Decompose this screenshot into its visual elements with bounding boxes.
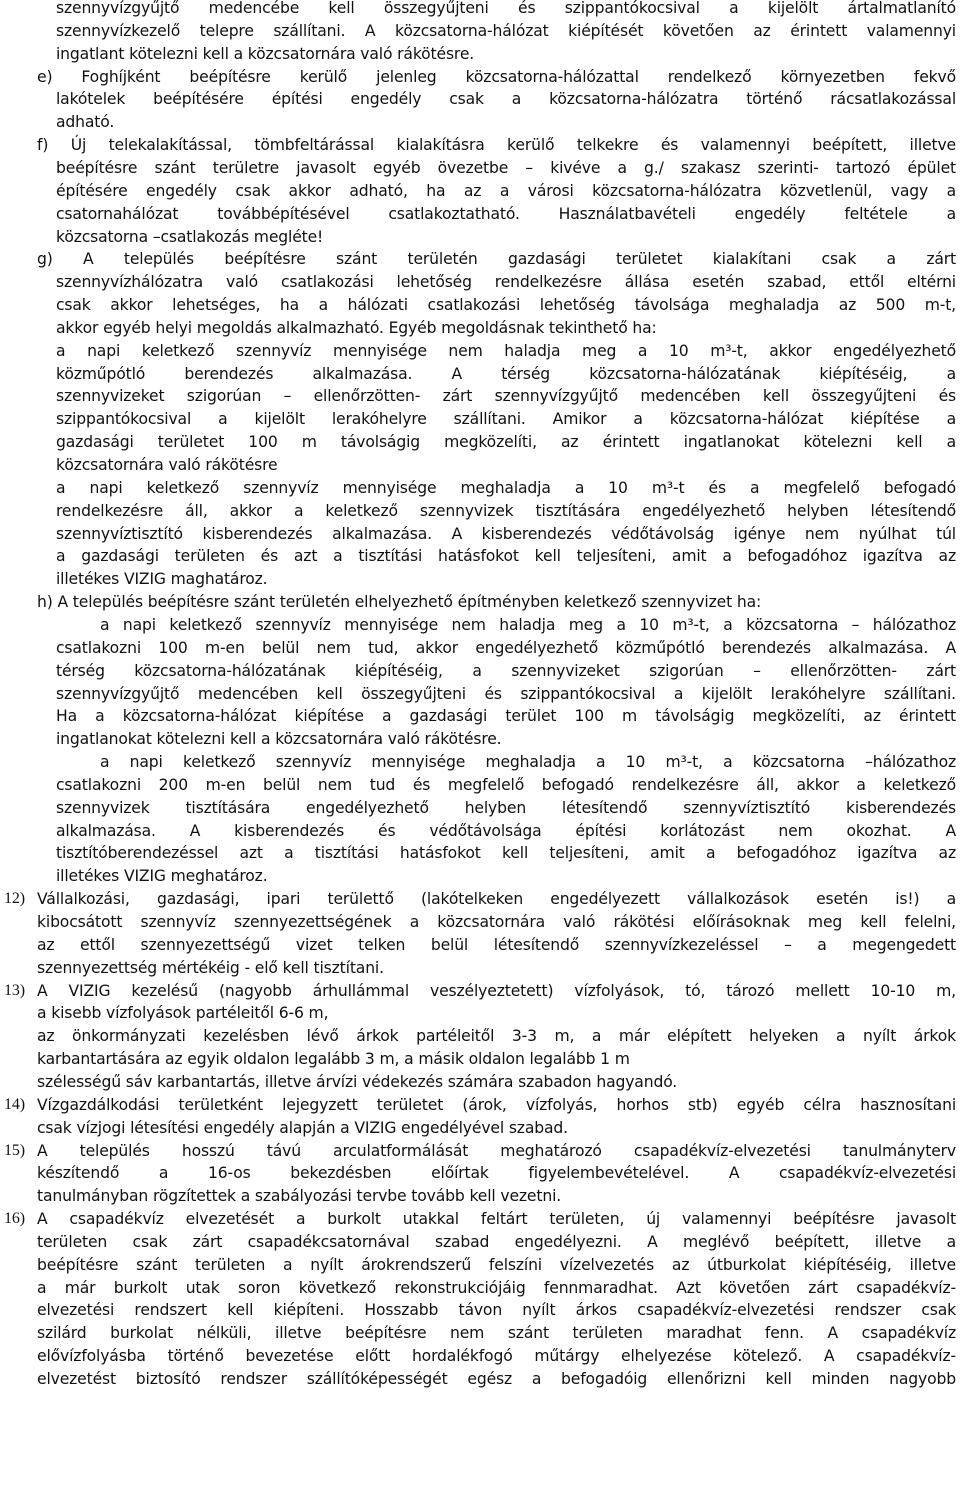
paragraph-line: a napi keletkező szennyvíz mennyisége meghaladja a 10 m³-t és a megfelelő befogadó xyxy=(56,478,956,497)
list-item-line: az ettől szennyezettségű vizet telken belül létesítendő szennyvízkezeléssel – a megengedett xyxy=(37,935,956,954)
list-item-line: Vállalkozási, gazdasági, ipari területtő (lakótelkeken engedélyezett vállalkozások esetén is!) a xyxy=(37,890,956,909)
paragraph-line: gazdasági területet 100 m távolságig megközelíti, az érintett ingatlanokat kötelezni kell a xyxy=(56,433,956,452)
paragraph-line: ingatlant kötelezni kell a közcsatornára való rákötésre. xyxy=(56,44,475,63)
list-item-line: a kisebb vízfolyások partéleitől 6-6 m, xyxy=(37,1004,329,1023)
paragraph-line: szennyvizek tisztítására engedélyezhető helyben létesítendő szennyvíztisztító kisberendezés xyxy=(56,798,956,817)
paragraph-line: a napi keletkező szennyvíz mennyisége meghaladja a 10 m³-t, a közcsatorna –hálózathoz xyxy=(100,753,956,772)
paragraph-line: g) A település beépítésre szánt területén gazdasági területet kialakítani csak a zárt xyxy=(37,250,956,269)
list-item-line: elvezetési rendszert kell kiépíteni. Hosszabb távon nyílt árkos csapadékvíz-elvezetési rendszer csak xyxy=(37,1301,956,1320)
list-item-line: beépítésre szánt területen a nyílt árokrendszerű felszíni vízelvezetés az útburkolat kiépítéséig, illetve xyxy=(37,1255,956,1274)
paragraph-line: Ha a közcsatorna-hálózat kiépítése a gazdasági terület 100 m távolságig megközelíti, az érintett xyxy=(56,707,956,726)
list-number: 13) xyxy=(4,981,25,999)
paragraph-line: közműpótló berendezés alkalmazása. A térség közcsatorna-hálózatának kiépítéséig, a xyxy=(56,364,956,383)
list-item-line: az önkormányzati kezelésben lévő árkok partéleitől 3-3 m, a már elépített helyeken a nyílt árkok xyxy=(37,1027,956,1046)
list-number: 14) xyxy=(4,1095,25,1113)
list-item-line: szennyezettség mértékéig - elő kell tisztítani. xyxy=(37,958,384,977)
list-number: 15) xyxy=(4,1141,25,1159)
paragraph-line: csatlakozni 200 m-en belül nem tud és megfelelő befogadó rendelkezésre áll, akkor a keletkező xyxy=(56,775,956,794)
list-number: 12) xyxy=(4,890,25,908)
list-item-line: csak vízjogi létesítési engedély alapján a VIZIG engedélyével szabad. xyxy=(37,1118,568,1137)
list-item-line: készítendő a 16-os bekezdésben előírtak figyelembevételével. A csapadékvíz-elvezetési xyxy=(37,1164,956,1183)
paragraph-line: közcsatornára való rákötésre xyxy=(56,456,278,474)
paragraph-line: alkalmazása. A kisberendezés és védőtávolsága építési korlátozást nem okozhat. A xyxy=(56,821,956,840)
list-item-line: területen csak zárt csapadékcsatornával szabad engedélyezni. A meglévő beépített, illetve a xyxy=(37,1232,956,1251)
paragraph-line: a napi keletkező szennyvíz mennyisége nem haladja meg a 10 m³-t, akkor engedélyezhető xyxy=(56,341,956,360)
paragraph-line: csak akkor lehetséges, ha a hálózati csatlakozási lehetőség távolsága meghaladja az 500 m-t, xyxy=(56,296,956,315)
list-item-line: A település hosszú távú arculatformálását meghatározó csapadékvíz-elvezetési tanulmányterv xyxy=(37,1141,956,1160)
list-item-line: kibocsátott szennyvíz szennyezettségének a közcsatornára való rákötési előírásoknak meg kell felelni, xyxy=(37,913,956,931)
paragraph-line: rendelkezésre áll, akkor a keletkező szennyvizek tisztítására engedélyezhető helyben létesítendő xyxy=(56,501,956,520)
paragraph-line: ingatlanokat kötelezni kell a közcsatornára való rákötésre. xyxy=(56,730,502,749)
paragraph-line: e) Foghíjként beépítésre kerülő jelenleg közcsatorna-hálózattal rendelkező környezetben fekvő xyxy=(37,67,956,86)
list-item-line: elővízfolyásba történő bevezetése előtt hordalékfogó műtárgy elhelyezése kötelező. A csapadékvíz- xyxy=(37,1347,956,1366)
list-item-line: Vízgazdálkodási területként lejegyzett területet (árok, vízfolyás, horhos stb) egyéb célra hasznosítani xyxy=(37,1095,956,1114)
paragraph-line: a gazdasági területen és azt a tisztítási hatásfokot kell teljesíteni, amit a befogadóhoz igazítva az xyxy=(56,547,956,566)
paragraph-line: szennyvizeket szigorúan – ellenőrzötten- zárt szennyvízgyűjtő medencében kell összegyűjteni és xyxy=(56,387,956,406)
paragraph-line: adható. xyxy=(56,113,115,132)
list-number: 16) xyxy=(4,1210,25,1228)
paragraph-line: tisztítóberendezéssel azt a tisztítási hatásfokot kell teljesíteni, amit a befogadóhoz igazítva az xyxy=(56,844,956,863)
paragraph-line: közcsatorna –csatlakozás megléte! xyxy=(56,227,324,246)
paragraph-line: beépítésre szánt területre javasolt egyéb övezetbe – kivéve a g./ szakasz szerinti- tartozó épület xyxy=(56,158,956,177)
list-item-line: karbantartására az egyik oldalon legalább 3 m, a másik oldalon legalább 1 m xyxy=(37,1050,630,1069)
paragraph-line: szennyvízkezelő telepre szállítani. A közcsatorna-hálózat kiépítését követően az érintett valamennyi xyxy=(56,21,956,40)
paragraph-line: f) Új telekalakítással, tömbfeltárással kialakításra kerülő telkekre és valamennyi beépített, illetve xyxy=(37,136,956,155)
paragraph-line: térség közcsatorna-hálózatának kiépítéséig, a szennyvizeket szigorúan – ellenőrzötten- zárt xyxy=(56,661,956,680)
list-item-line: elvezetést biztosító rendszer szállítóképességét egész a befogadóig ellenőrizni kell minden nagyobb xyxy=(37,1370,956,1388)
paragraph-line: h) A település beépítésre szánt területén elhelyezhető építményben keletkező szennyvizet ha: xyxy=(37,593,762,612)
list-item-line: A csapadékvíz elvezetését a burkolt utakkal feltárt területen, új valamennyi beépítésre javasolt xyxy=(37,1210,956,1229)
paragraph-line: szennyvízgyűjtő medencében kell összegyűjteni és szippantókocsival a kijelölt lerakóhelyre szállítani. xyxy=(56,684,956,703)
paragraph-line: illetékes VIZIG meghatároz. xyxy=(56,867,268,886)
paragraph-line: szennyvízhálózatra való csatlakozási lehetőség rendelkezésre állása esetén szabad, ettől eltérni xyxy=(56,273,956,292)
paragraph-line: csatlakozni 100 m-en belül nem tud, akkor engedélyezhető közműpótló berendezés alkalmazása. A xyxy=(56,638,956,657)
paragraph-line: illetékes VIZIG maghatároz. xyxy=(56,570,268,589)
paragraph-line: lakótelek beépítésére építési engedély csak a közcsatorna-hálózatra történő rácsatlakozással xyxy=(56,90,956,109)
paragraph-line: szennyvíztisztító kisberendezés alkalmazása. A kisberendezés védőtávolság igénye nem nyúlhat túl xyxy=(56,524,956,543)
paragraph-line: a napi keletkező szennyvíz mennyisége nem haladja meg a 10 m³-t, a közcsatorna – hálózathoz xyxy=(100,615,956,634)
paragraph-line: építésére engedély csak akkor adható, ha az a városi közcsatorna-hálózatra közvetlenül, vagy a xyxy=(56,181,956,200)
list-item-line: szilárd burkolat nélküli, illetve beépítésre nem szánt területen maradhat fenn. A csapadékvíz xyxy=(37,1324,956,1343)
list-item-line: a már burkolt utak soron következő rekonstrukciójáig fennmaradhat. Azt követően zárt csapadékvíz- xyxy=(37,1278,956,1297)
list-item-line: tanulmányban rögzítettek a szabályozási tervbe tovább kell vezetni. xyxy=(37,1187,562,1206)
paragraph-line: szennyvízgyűjtő medencébe kell összegyűjteni és szippantókocsival a kijelölt ártalmatlanító xyxy=(56,0,956,17)
paragraph-line: szippantókocsival a kijelölt lerakóhelyre szállítani. Amikor a közcsatorna-hálózat kiépítése a xyxy=(56,410,956,429)
paragraph-line: akkor egyéb helyi megoldás alkalmazható. Egyéb megoldásnak tekinthető ha: xyxy=(56,318,657,337)
list-item-line: szélességű sáv karbantartás, illetve árvízi védekezés számára szabadon hagyandó. xyxy=(37,1072,678,1091)
list-item-line: A VIZIG kezelésű (nagyobb árhullámmal veszélyeztetett) vízfolyások, tó, tározó mellett 10-10 m, xyxy=(37,981,956,1000)
paragraph-line: csatornahálózat továbbépítésével csatlakoztatható. Használatbavételi engedély feltétele a xyxy=(56,204,956,223)
